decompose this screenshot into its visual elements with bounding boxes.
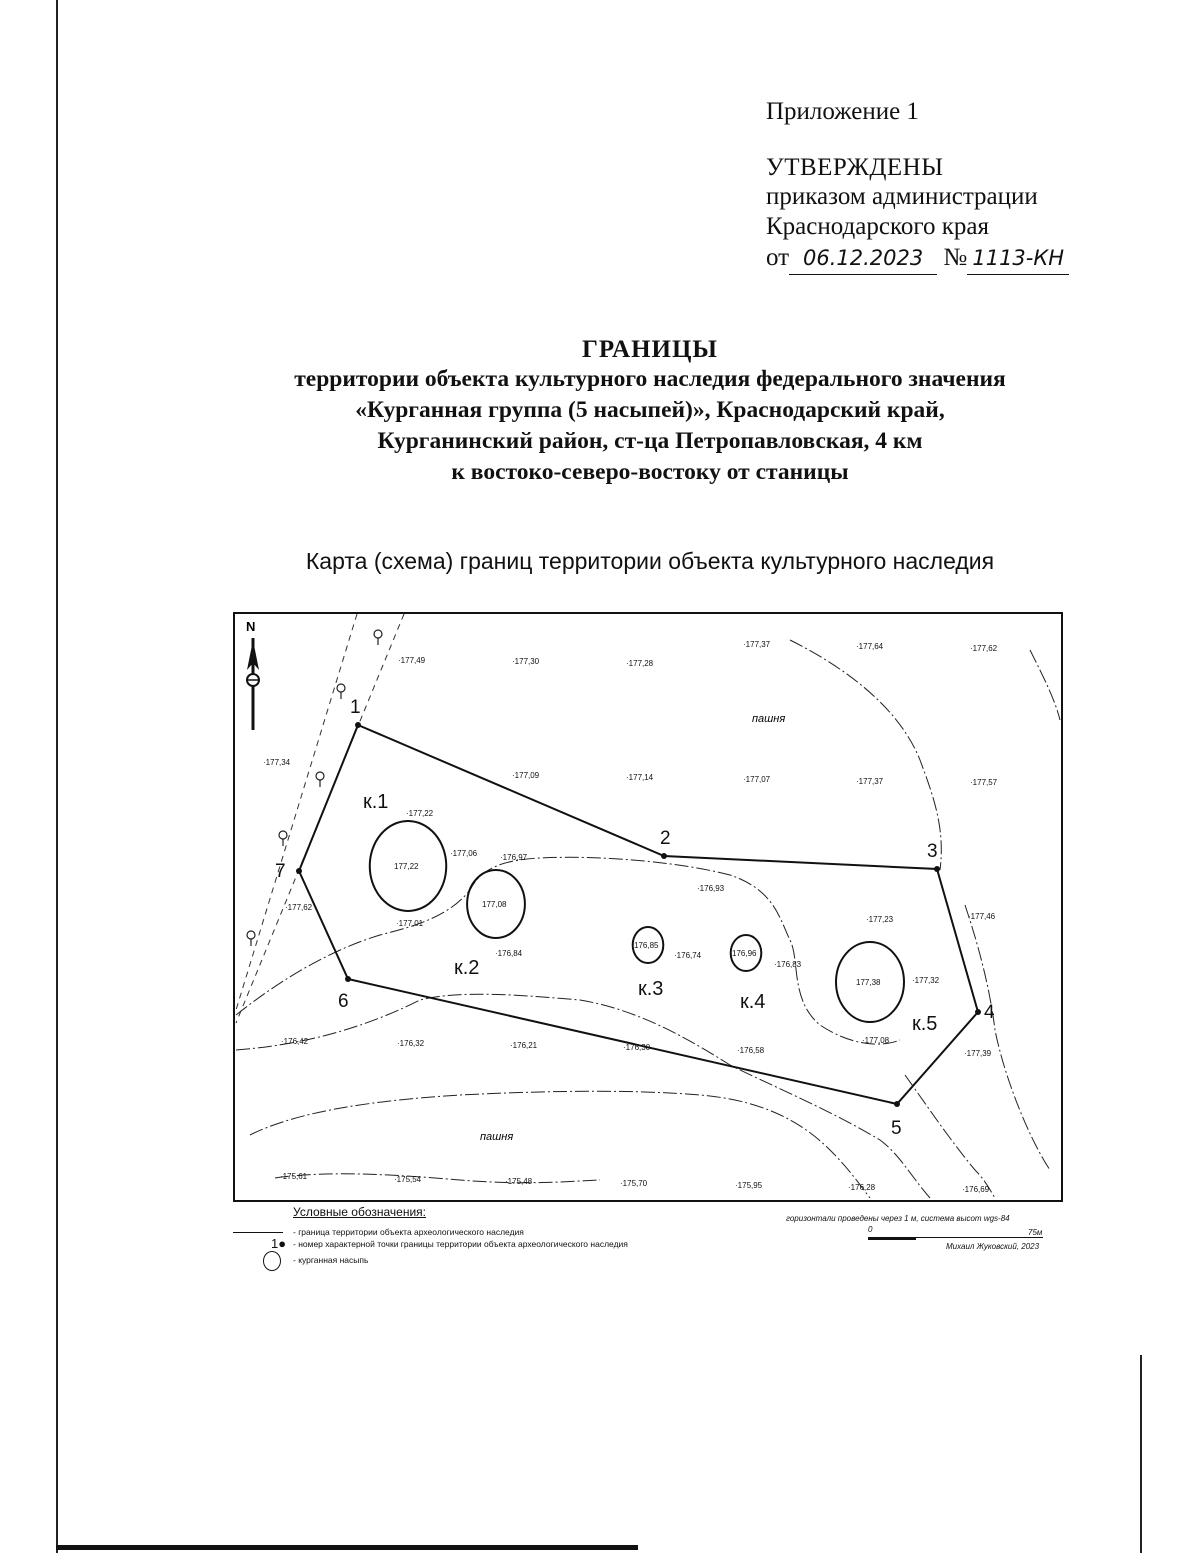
legend-title: Условные обозначения:: [293, 1205, 426, 1219]
scale-end: 75м: [1028, 1228, 1043, 1237]
elevation-mark: ·177,22: [406, 809, 434, 818]
elevation-mark: ·177,39: [964, 1049, 992, 1058]
elevation-mark: ·176,30: [623, 1043, 651, 1052]
elevation-mark: ·175,70: [620, 1179, 648, 1188]
mound-label: к.1: [363, 791, 389, 813]
mound-elevation: 176,85: [634, 941, 659, 950]
boundary-point: [894, 1101, 900, 1107]
elevation-mark: ·177,14: [626, 773, 654, 782]
elevation-mark: ·177,09: [512, 771, 540, 780]
scan-edge-left: [56, 0, 58, 1553]
map-canvas: [233, 612, 1063, 1202]
scan-edge-bottom: [56, 1545, 638, 1550]
elevation-mark: ·177,64: [856, 642, 884, 651]
elevation-mark: ·175,48: [505, 1177, 533, 1186]
mound-label: к.2: [454, 957, 480, 979]
handwritten-date: 06.12.2023: [789, 242, 937, 275]
scale-bar-segment: [868, 1237, 916, 1240]
mound-label: к.4: [740, 991, 766, 1013]
boundary-point: [345, 976, 351, 982]
elevation-mark: ·176,93: [697, 884, 725, 893]
approval-block: [766, 98, 1166, 275]
approval-line-1: приказом администрации: [766, 183, 1038, 210]
elevation-mark: ·177,49: [398, 656, 426, 665]
title-line-4: к востоко-северо-востоку от станицы: [451, 459, 849, 485]
legend-mound-text: - курганная насыпь: [293, 1255, 369, 1265]
handwritten-number: 1113-КН: [967, 242, 1069, 275]
title-main: ГРАНИЦЫ: [582, 336, 718, 363]
elevation-mark: ·175,61: [280, 1172, 308, 1181]
legend-boundary-text: - граница территории объекта археологического наследия: [293, 1227, 524, 1237]
boundary-point: [934, 866, 940, 872]
boundary-point-label: 4: [984, 1002, 995, 1023]
boundary-point-label: 1: [350, 697, 361, 718]
field-label-top: пашня: [752, 713, 786, 725]
elevation-mark: ·177,07: [743, 775, 771, 784]
elevation-mark: ·177,57: [970, 778, 998, 787]
elevation-mark: ·175,95: [735, 1181, 763, 1190]
boundary-point: [296, 868, 302, 874]
number-prefix: №: [943, 244, 968, 271]
elevation-mark: ·177,06: [450, 849, 478, 858]
boundary-point-label: 3: [927, 841, 938, 862]
appendix-label: Приложение 1: [766, 98, 919, 125]
elevation-mark: ·177,37: [856, 777, 884, 786]
boundary-point-label: 5: [891, 1118, 902, 1139]
boundary-line-icon: [233, 1232, 283, 1233]
elevation-mark: ·177,62: [970, 644, 998, 653]
boundary-point-label: 2: [660, 828, 671, 849]
contour-note: горизонтали проведены через 1 м, система высот wgs-84: [786, 1214, 1010, 1223]
author-note: Михаил Жуковский, 2023: [946, 1242, 1040, 1251]
approved-heading: УТВЕРЖДЕНЫ: [766, 154, 944, 181]
point-number-icon: 1●: [271, 1236, 287, 1251]
legend-point-text: - номер характерной точки границы территории объекта археологического наследия: [293, 1239, 628, 1249]
elevation-mark: ·177,23: [866, 915, 894, 924]
map-caption: Карта (схема) границ территории объекта культурного наследия: [305, 548, 995, 574]
boundary-point-label: 6: [338, 991, 349, 1012]
title-line-3: Курганинский район, ст-ца Петропавловская, 4 км: [377, 428, 923, 454]
boundary-point: [975, 1009, 981, 1015]
elevation-mark: ·177,34: [263, 758, 291, 767]
elevation-mark: ·176,58: [737, 1046, 765, 1055]
approval-date-row: [766, 242, 1166, 275]
scan-edge-right: [1140, 1355, 1142, 1553]
legend-point-symbol: 1: [271, 1236, 279, 1251]
mound-circle-icon: [263, 1251, 281, 1271]
elevation-mark: ·177,32: [912, 976, 940, 985]
date-prefix: от: [766, 244, 790, 271]
scale-start: 0: [868, 1225, 873, 1234]
field-label-bottom: пашня: [480, 1131, 514, 1143]
elevation-mark: ·177,28: [626, 659, 654, 668]
boundary-point-label: 7: [275, 861, 286, 882]
elevation-mark: ·176,42: [281, 1037, 309, 1046]
mound-elevation: 177,38: [856, 978, 881, 987]
elevation-mark: ·176,69: [962, 1185, 990, 1194]
boundary-map: [233, 612, 1063, 1202]
title-line-2: «Курганная группа (5 насыпей)», Краснодарский край,: [355, 397, 945, 423]
document-title: [150, 336, 1150, 488]
elevation-mark: ·176,74: [674, 951, 702, 960]
elevation-mark: ·176,83: [774, 960, 802, 969]
mound-label: к.3: [638, 978, 664, 1000]
title-line-1: территории объекта культурного наследия федерального значения: [294, 366, 1006, 392]
mound-elevation: 176,96: [732, 949, 757, 958]
approval-line-2: Краснодарского края: [766, 213, 989, 240]
boundary-point: [661, 853, 667, 859]
elevation-mark: ·177,08: [862, 1036, 890, 1045]
mound-elevation: 177,08: [482, 900, 507, 909]
elevation-mark: ·177,37: [743, 640, 771, 649]
elevation-mark: ·177,30: [512, 657, 540, 666]
elevation-mark: ·177,46: [968, 912, 996, 921]
elevation-mark: ·176,28: [848, 1183, 876, 1192]
elevation-mark: ·176,32: [397, 1039, 425, 1048]
elevation-mark: ·176,84: [495, 949, 523, 958]
elevation-mark: ·177,62: [285, 903, 313, 912]
north-label: N: [246, 619, 256, 634]
elevation-mark: ·177,01: [396, 919, 424, 928]
elevation-mark: ·175,54: [394, 1175, 422, 1184]
boundary-point: [355, 722, 361, 728]
mound-elevation: 177,22: [394, 862, 419, 871]
mound-label: к.5: [912, 1013, 938, 1035]
elevation-mark: ·176,21: [510, 1041, 538, 1050]
elevation-mark: ·176,97: [500, 853, 528, 862]
